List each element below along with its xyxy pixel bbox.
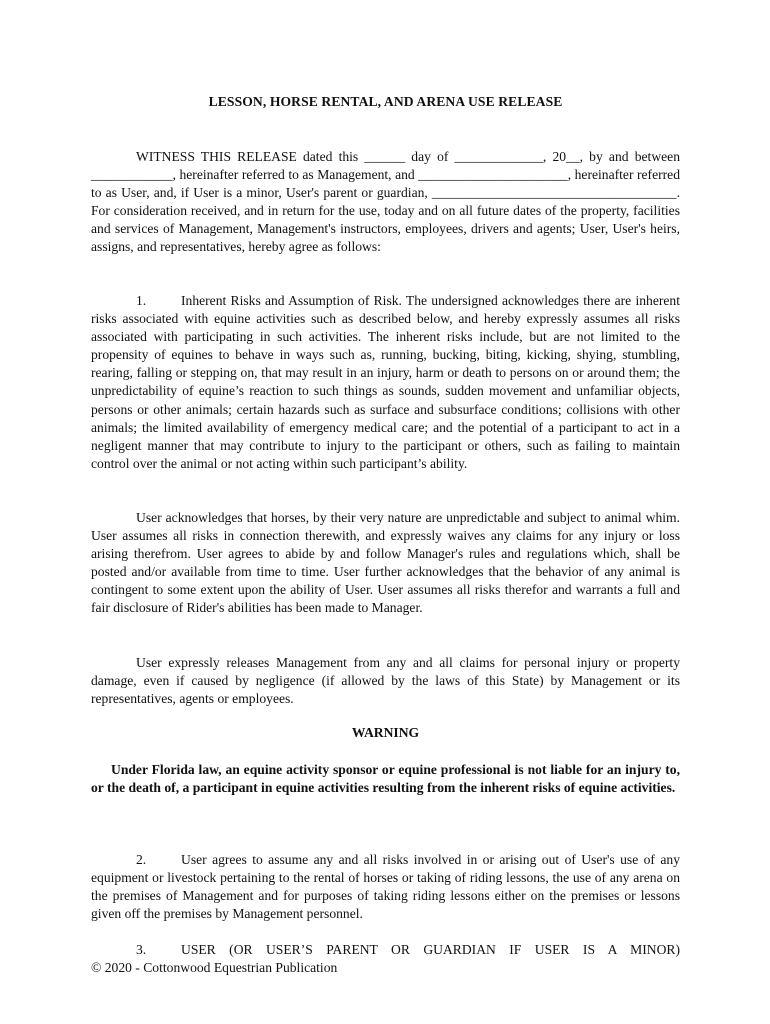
section-3-number: 3.	[136, 942, 147, 957]
section-3-paragraph	[91, 941, 680, 959]
warning-heading: WARNING	[351, 725, 420, 740]
intro-paragraph: WITNESS THIS RELEASE dated this ______ day of _____________, 20__, by and between ____________, hereinafter referred to as Management, and ______________________, hereinafter referred to as User, and, if User is a minor, User's parent or guardian, ____________________________________. For consideration received, and in return for the use, today and on all future dates of the property, facilities and services of Management, Management's instructors, employees, drivers and agents; User, User's heirs, assigns, and representatives, hereby agree as follows:	[91, 149, 680, 255]
page-footer: © 2020 - Cottonwood Equestrian Publication	[91, 960, 338, 975]
acknowledges-paragraph: User acknowledges that horses, by their very nature are unpredictable and subject to animal whim. User assumes all risks in connection therewith, and expressly waives any claims for any injury or loss arising therefrom. User agrees to abide by and follow Manager's rules and regulations which, shall be posted and/or available from time to time. User further acknowledges that the behavior of any animal is contingent to some extent upon the ability of User. User assumes all risks therefor and warrants a full and fair disclosure of Rider's abilities has been made to Manager.	[91, 510, 680, 616]
section-1-paragraph	[91, 292, 680, 473]
section-2-paragraph	[91, 851, 680, 923]
section-1-number: 1.	[136, 293, 147, 308]
releases-paragraph: User expressly releases Management from any and all claims for personal injury or property damage, even if caused by negligence (if allowed by the laws of this State) by Management or its representatives, agents or employees.	[91, 655, 680, 707]
warning-text: Under Florida law, an equine activity sponsor or equine professional is not liable for an injury to, or the death of, a participant in equine activities resulting from the inherent risks of equine activities.	[91, 762, 680, 796]
document-title: LESSON, HORSE RENTAL, AND ARENA USE RELEASE	[208, 94, 563, 109]
section-2-number: 2.	[136, 852, 147, 867]
section-1-text: Inherent Risks and Assumption of Risk. The undersigned acknowledges there are inherent risks associated with equine activities such as described below, and hereby expressly assumes all risks associated with participating in such activities. The inherent risks include, but are not limited to the propensity of equines to behave in ways such as, running, bucking, biting, kicking, shying, stumbling, rearing, falling or stepping on, that may result in an injury, harm or death to persons on or around them; the unpredictability of equine’s reaction to such things as sounds, sudden movement and unfamiliar objects, persons or other animals; certain hazards such as surface and subsurface conditions; collisions with other animals; the limited availability of emergency medical care; and the potential of a participant to act in a negligent manner that may contribute to injury to the participant or others, such as failing to maintain control over the animal or not acting within such participant’s ability.	[91, 293, 680, 471]
section-3-text: USER (OR USER’S PARENT OR GUARDIAN IF USER IS A MINOR)	[181, 942, 680, 957]
section-2-text: User agrees to assume any and all risks involved in or arising out of User's use of any equipment or livestock pertaining to the rental of horses or taking of riding lessons, the use of any arena on the premises of Management and for purposes of taking riding lessons either on the premises or lessons given off the premises by Management personnel.	[91, 852, 680, 922]
